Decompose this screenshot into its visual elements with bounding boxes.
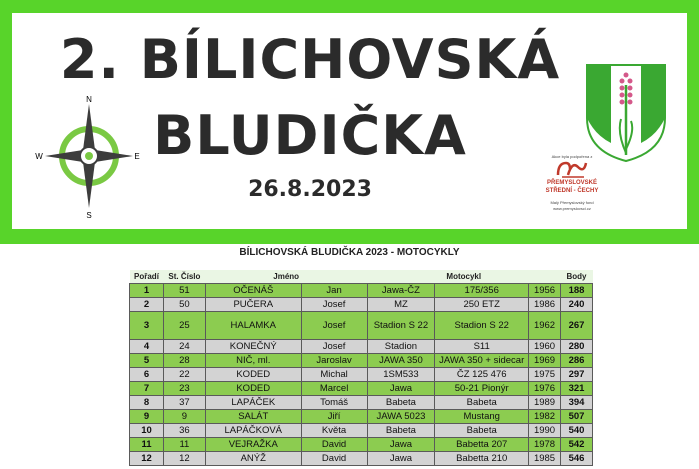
- region-url: www.premyslovsci.cz: [553, 206, 591, 211]
- compass-west-label: W: [35, 152, 43, 161]
- model-cell: Babetta 210: [435, 452, 529, 466]
- year-cell: 1978: [529, 438, 561, 452]
- start-number-cell: 36: [163, 424, 205, 438]
- points-cell: 280: [561, 340, 593, 354]
- points-cell: 188: [561, 284, 593, 298]
- region-logo: [538, 152, 606, 222]
- firstname-cell: Květa: [301, 424, 367, 438]
- firstname-cell: Marcel: [301, 382, 367, 396]
- surname-cell: OČENÁŠ: [205, 284, 301, 298]
- brand-cell: Jawa: [367, 382, 435, 396]
- col-header-name: Jméno: [205, 270, 367, 284]
- brand-cell: Babeta: [367, 424, 435, 438]
- firstname-cell: David: [301, 438, 367, 452]
- compass-north-label: N: [86, 95, 92, 104]
- points-cell: 297: [561, 368, 593, 382]
- surname-cell: NIČ, ml.: [205, 354, 301, 368]
- table-row: [130, 424, 593, 438]
- table-row: [130, 312, 593, 340]
- table-row: [130, 284, 593, 298]
- points-cell: 321: [561, 382, 593, 396]
- points-cell: 394: [561, 396, 593, 410]
- table-row: [130, 438, 593, 452]
- points-cell: 546: [561, 452, 593, 466]
- surname-cell: HALAMKA: [205, 312, 301, 340]
- firstname-cell: David: [301, 452, 367, 466]
- table-row: [130, 298, 593, 312]
- brand-cell: Stadion S 22: [367, 312, 435, 340]
- brand-cell: MZ: [367, 298, 435, 312]
- results-table: [129, 270, 593, 466]
- points-cell: 240: [561, 298, 593, 312]
- firstname-cell: Jiří: [301, 410, 367, 424]
- firstname-cell: Josef: [301, 298, 367, 312]
- surname-cell: KODED: [205, 368, 301, 382]
- rank-cell: 8: [130, 396, 164, 410]
- surname-cell: KODED: [205, 382, 301, 396]
- rank-cell: 2: [130, 298, 164, 312]
- model-cell: 250 ETZ: [435, 298, 529, 312]
- start-number-cell: 23: [163, 382, 205, 396]
- col-header-start-number: St. Číslo: [163, 270, 205, 284]
- table-row: [130, 382, 593, 396]
- rank-cell: 6: [130, 368, 164, 382]
- col-header-points: Body: [561, 270, 593, 284]
- region-tagline: Akce byla podpořena z: [551, 154, 593, 159]
- start-number-cell: 25: [163, 312, 205, 340]
- year-cell: 1985: [529, 452, 561, 466]
- rank-cell: 12: [130, 452, 164, 466]
- year-cell: 1969: [529, 354, 561, 368]
- table-row: [130, 410, 593, 424]
- points-cell: 286: [561, 354, 593, 368]
- year-cell: 1982: [529, 410, 561, 424]
- model-cell: JAWA 350 + sidecar: [435, 354, 529, 368]
- firstname-cell: Josef: [301, 312, 367, 340]
- model-cell: Babetta 207: [435, 438, 529, 452]
- surname-cell: SALÁT: [205, 410, 301, 424]
- firstname-cell: Jan: [301, 284, 367, 298]
- firstname-cell: Michal: [301, 368, 367, 382]
- model-cell: Stadion S 22: [435, 312, 529, 340]
- brand-cell: Stadion: [367, 340, 435, 354]
- year-cell: 1956: [529, 284, 561, 298]
- model-cell: ČZ 125 476: [435, 368, 529, 382]
- firstname-cell: Tomáš: [301, 396, 367, 410]
- compass-rose-icon: [31, 94, 141, 219]
- brand-cell: Jawa: [367, 452, 435, 466]
- points-cell: 540: [561, 424, 593, 438]
- rank-cell: 10: [130, 424, 164, 438]
- model-cell: S11: [435, 340, 529, 354]
- event-title-line2: BLUDIČKA: [153, 104, 467, 167]
- event-date: 26.8.2023: [248, 177, 372, 202]
- table-row: [130, 452, 593, 466]
- rank-cell: 11: [130, 438, 164, 452]
- year-cell: 1976: [529, 382, 561, 396]
- rank-cell: 1: [130, 284, 164, 298]
- year-cell: 1986: [529, 298, 561, 312]
- start-number-cell: 9: [163, 410, 205, 424]
- brand-cell: JAWA 350: [367, 354, 435, 368]
- rank-cell: 5: [130, 354, 164, 368]
- year-cell: 1990: [529, 424, 561, 438]
- table-row: [130, 340, 593, 354]
- model-cell: 175/356: [435, 284, 529, 298]
- rank-cell: 9: [130, 410, 164, 424]
- col-header-rank: Pořadí: [130, 270, 164, 284]
- compass-south-label: S: [86, 211, 92, 219]
- start-number-cell: 12: [163, 452, 205, 466]
- region-emblem-icon: [554, 159, 590, 179]
- model-cell: Babeta: [435, 424, 529, 438]
- start-number-cell: 24: [163, 340, 205, 354]
- brand-cell: Jawa-ČZ: [367, 284, 435, 298]
- col-header-motorcycle: Motocykl: [367, 270, 561, 284]
- event-title-line1: 2. BÍLICHOVSKÁ: [59, 28, 561, 91]
- start-number-cell: 28: [163, 354, 205, 368]
- surname-cell: LAPÁČEK: [205, 396, 301, 410]
- year-cell: 1975: [529, 368, 561, 382]
- village-crest-icon: [585, 63, 667, 163]
- rank-cell: 4: [130, 340, 164, 354]
- table-header-row: [130, 270, 593, 284]
- surname-cell: ANÝŽ: [205, 452, 301, 466]
- rank-cell: 7: [130, 382, 164, 396]
- table-row: [130, 396, 593, 410]
- year-cell: 1962: [529, 312, 561, 340]
- start-number-cell: 51: [163, 284, 205, 298]
- start-number-cell: 37: [163, 396, 205, 410]
- firstname-cell: Josef: [301, 340, 367, 354]
- points-cell: 507: [561, 410, 593, 424]
- results-title: BÍLICHOVSKÁ BLUDIČKA 2023 - MOTOCYKLY: [239, 247, 460, 258]
- compass-east-label: E: [134, 152, 140, 161]
- brand-cell: Babeta: [367, 396, 435, 410]
- surname-cell: VEJRAŽKA: [205, 438, 301, 452]
- start-number-cell: 50: [163, 298, 205, 312]
- points-cell: 267: [561, 312, 593, 340]
- region-name-line2: STŘEDNÍ - ČECHY: [545, 188, 599, 194]
- region-fund: Malý Přemyslovský fond: [550, 200, 594, 205]
- brand-cell: JAWA 5023: [367, 410, 435, 424]
- model-cell: 50-21 Pionýr: [435, 382, 529, 396]
- year-cell: 1960: [529, 340, 561, 354]
- surname-cell: LAPÁČKOVÁ: [205, 424, 301, 438]
- surname-cell: PUČERA: [205, 298, 301, 312]
- brand-cell: 1SM533: [367, 368, 435, 382]
- table-row: [130, 354, 593, 368]
- model-cell: Mustang: [435, 410, 529, 424]
- start-number-cell: 11: [163, 438, 205, 452]
- year-cell: 1989: [529, 396, 561, 410]
- region-name-line1: PŘEMYSLOVSKÉ: [546, 180, 597, 186]
- surname-cell: KONEČNÝ: [205, 340, 301, 354]
- table-row: [130, 368, 593, 382]
- model-cell: Babeta: [435, 396, 529, 410]
- firstname-cell: Jaroslav: [301, 354, 367, 368]
- start-number-cell: 22: [163, 368, 205, 382]
- brand-cell: Jawa: [367, 438, 435, 452]
- points-cell: 542: [561, 438, 593, 452]
- rank-cell: 3: [130, 312, 164, 340]
